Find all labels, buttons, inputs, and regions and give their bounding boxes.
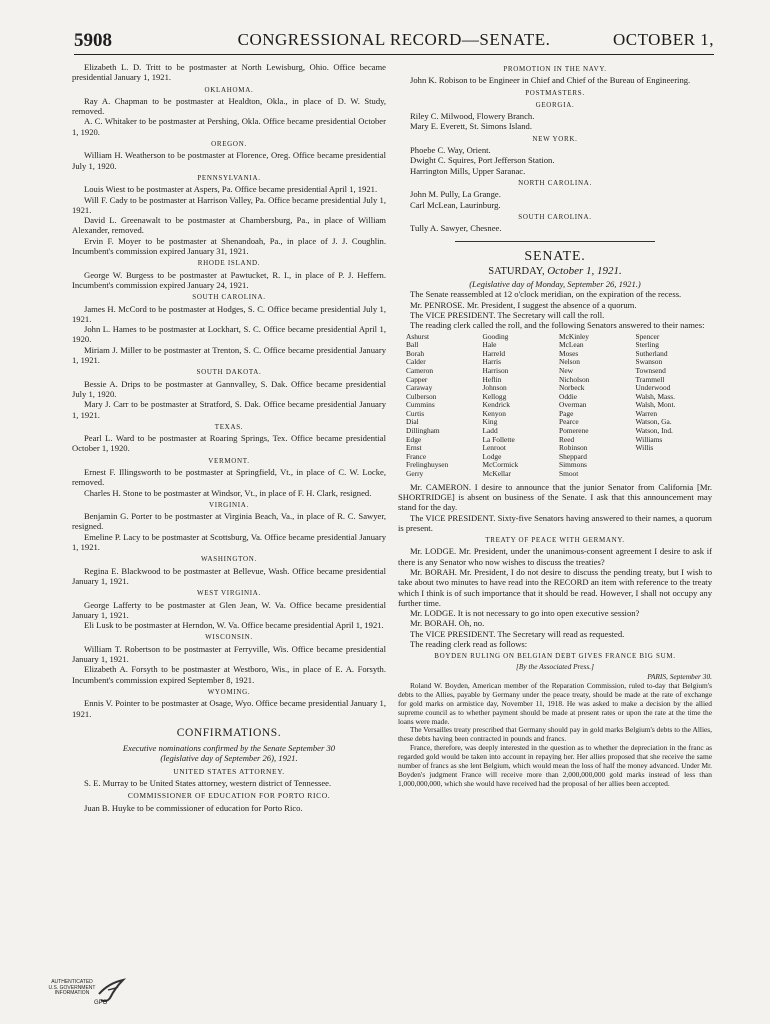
- paragraph: John K. Robison to be Engineer in Chief and Chief of the Bureau of Engineering.: [410, 75, 691, 86]
- senate-heading: SENATE.: [524, 249, 586, 265]
- senator-name: Ladd: [482, 426, 498, 436]
- paragraph: Phoebe C. Way, Orient.: [410, 145, 491, 156]
- paragraph: Charles H. Stone to be postmaster at Windsor, Vt., in place of F. H. Clark, resigned.: [84, 487, 372, 498]
- roll-call-list: [406, 333, 712, 479]
- senator-name: Calder: [406, 357, 426, 367]
- paragraph: William T. Robertson to be postmaster at Ferryville, Wis. Office became presidential January 1, 1921.: [72, 643, 386, 665]
- page-number: 5908: [74, 30, 112, 51]
- senator-name: Page: [559, 408, 574, 418]
- senator-name: King: [482, 417, 498, 427]
- paragraph: The VICE PRESIDENT. The Secretary will call the roll.: [410, 309, 605, 320]
- right-column: [398, 62, 712, 789]
- article-paragraph: France, therefore, was deeply interested in the question as to whether the depreciation in the franc as regarded gold would be taken into account in repaying her. Her allies proposed that she receive the same number of francs as she lent Belgium, which would mean the loss of half the money advanced. Under Mr. Boyden's judgment France will receive more than 2,000,000,000 gold marks instead of less than 1,000,000,000, which she would have received had the proposal of her allies been accepted.: [398, 743, 712, 788]
- senator-name: Robinson: [559, 443, 588, 453]
- senator-name: Gerry: [406, 469, 424, 479]
- paragraph: Miriam J. Miller to be postmaster at Trenton, S. C. Office became presidential January 1, 1921.: [72, 344, 386, 366]
- senator-name: Walsh, Mont.: [635, 400, 676, 410]
- paragraph: Tully A. Sawyer, Chesnee.: [410, 223, 502, 234]
- legislative-day: (Legislative day of Monday, September 26, 1921.): [469, 279, 641, 290]
- senator-name: New: [559, 365, 573, 375]
- senator-name: Warren: [635, 408, 658, 418]
- state-heading: OKLAHOMA.: [204, 85, 254, 94]
- senator-name: Sheppard: [559, 451, 587, 461]
- senator-name: Lodge: [482, 451, 502, 461]
- paragraph: Mr. LODGE. It is not necessary to go into open executive session?: [410, 608, 640, 619]
- senator-name: Oddie: [559, 391, 578, 401]
- state-heading: GEORGIA.: [535, 100, 575, 109]
- senator-name: Sterling: [635, 340, 659, 350]
- header-date: OCTOBER 1,: [612, 30, 714, 49]
- authentication-text: [44, 980, 100, 997]
- paragraph: William H. Weatherson to be postmaster at Florence, Oreg. Office became presidential July 1, 1920.: [72, 150, 386, 171]
- senator-name: McLean: [559, 340, 584, 350]
- senate-date: [398, 266, 712, 277]
- senator-name: Heflin: [482, 374, 502, 384]
- section-heading: PROMOTION IN THE NAVY.: [503, 65, 607, 73]
- senator-name: Trammell: [635, 374, 665, 384]
- state-heading: SOUTH DAKOTA.: [196, 368, 262, 377]
- paragraph: The VICE PRESIDENT. Sixty-five Senators having answered to their names, a quorum is present.: [398, 512, 712, 533]
- state-heading: PENNSYLVANIA.: [197, 173, 261, 182]
- subsection-heading: COMMISSIONER OF EDUCATION FOR PORTO RICO.: [127, 791, 331, 801]
- senator-name: Hale: [482, 340, 497, 350]
- paragraph: Juan B. Huyke to be commissioner of education for Porto Rico.: [84, 802, 303, 813]
- paragraph: George Lafferty to be postmaster at Glen Jean, W. Va. Office became presidential January 1, 1921.: [72, 599, 386, 620]
- senator-name: Johnson: [482, 383, 507, 393]
- senator-name: Kendrick: [482, 400, 510, 410]
- senator-name: Reed: [559, 434, 575, 444]
- article-paragraph: Roland W. Boyden, American member of the Reparation Commission, ruled to-day that Belgium's debts to the Allies, payable by Germany under the peace treaty, should be made at the rate of exchange for gold marks on armistice day, November 11, 1918. He was asked to make a decision by the allied supreme council as to whether payment should be made at present rates or upon the rate at the time the loans were made.: [398, 680, 712, 726]
- senator-name: Spencer: [635, 331, 660, 341]
- senator-name: Edge: [406, 434, 422, 444]
- senator-name: Culberson: [406, 391, 437, 401]
- section-heading: TREATY OF PEACE WITH GERMANY.: [485, 536, 625, 545]
- paragraph: Ray A. Chapman to be postmaster at Healdton, Okla., in place of D. W. Study, removed.: [72, 95, 386, 117]
- paragraph: Ervin F. Moyer to be postmaster at Shenandoah, Pa., in place of J. J. Coughlin. Incumbent's commission expired January 31, 1921.: [72, 235, 386, 257]
- paragraph: S. E. Murray to be United States attorney, western district of Tennessee.: [84, 778, 332, 788]
- divider: [455, 241, 655, 242]
- paragraph: Pearl L. Ward to be postmaster at Roaring Springs, Tex. Office became presidential October 1, 1920.: [72, 433, 386, 454]
- paragraph: Benjamin G. Porter to be postmaster at Virginia Beach, Va., in place of R. C. Sawyer, resigned.: [72, 511, 386, 532]
- paragraph: A. C. Whitaker to be postmaster at Pershing, Okla. Office became presidential October 1, 1920.: [72, 116, 386, 137]
- senator-name: Swanson: [635, 357, 663, 367]
- paragraph: Riley C. Milwood, Flowery Branch.: [410, 111, 535, 122]
- senator-name: Nicholson: [559, 374, 590, 384]
- paragraph: Mr. LODGE. Mr. President, under the unanimous-consent agreement I desire to ask if there is any Senator who now wishes to discuss the treaties?: [398, 546, 712, 567]
- paragraph: Bessie A. Drips to be postmaster at Gannvalley, S. Dak. Office became presidential July 1, 1920.: [72, 378, 386, 399]
- senator-name: Lenroot: [482, 443, 506, 453]
- paragraph: Mr. BORAH. Oh, no.: [410, 618, 485, 629]
- paragraph: The reading clerk called the roll, and the following Senators answered to their names:: [410, 320, 705, 331]
- publication-title: CONGRESSIONAL RECORD—SENATE.: [237, 30, 551, 49]
- paragraph: George W. Burgess to be postmaster at Pawtucket, R. I., in place of P. J. Heffern. Incumbent's commission expired January 24, 1921.: [72, 269, 386, 290]
- state-heading: WISCONSIN.: [205, 633, 253, 642]
- senator-name: Capper: [406, 374, 428, 384]
- senator-name: Pomerene: [559, 426, 589, 436]
- senator-name: Harreld: [482, 348, 506, 358]
- senator-name: Ball: [406, 340, 419, 350]
- gpo-label: GPO: [94, 1000, 108, 1006]
- subsection-heading: UNITED STATES ATTORNEY.: [173, 766, 285, 776]
- senator-name: La Follette: [482, 434, 515, 444]
- state-heading: VERMONT.: [208, 456, 250, 465]
- paragraph: Elizabeth L. D. Tritt to be postmaster at North Lewisburg, Ohio. Office became presidential January 1, 1921.: [72, 62, 386, 83]
- senator-name: Borah: [406, 348, 425, 358]
- paragraph: Mr. BORAH. Mr. President, I do not desire to discuss the pending treaty, but I wish to take about two minutes to have read into the RECORD an item with reference to the treaty which I think is of such importance that it should be read. However, I shall not occupy any further time.: [398, 567, 712, 608]
- paragraph: Eli Lusk to be postmaster at Herndon, W. Va. Office became presidential April 1, 1921.: [84, 620, 384, 631]
- section-heading: POSTMASTERS.: [525, 88, 585, 97]
- senator-name: France: [406, 451, 427, 461]
- auth-line: AUTHENTICATED: [51, 979, 93, 985]
- auth-line: INFORMATION: [54, 990, 90, 997]
- state-heading: WASHINGTON.: [201, 555, 257, 564]
- senator-name: McCormick: [482, 460, 519, 470]
- gpo-authentication-logo: [44, 976, 124, 1012]
- paragraph: The reading clerk read as follows:: [410, 639, 528, 650]
- paragraph: The VICE PRESIDENT. The Secretary will read as requested.: [410, 628, 625, 639]
- senator-name: McKellar: [482, 469, 511, 479]
- auth-line: U.S. GOVERNMENT: [48, 984, 96, 991]
- paragraph: Harrington Mills, Upper Saranac.: [410, 165, 526, 176]
- state-heading: NEW YORK.: [532, 134, 578, 143]
- state-heading: SOUTH CAROLINA.: [518, 212, 592, 221]
- senator-name: [636, 453, 713, 462]
- state-heading: WEST VIRGINIA.: [197, 589, 261, 598]
- state-heading: VIRGINIA.: [209, 500, 249, 509]
- senator-name: Townsend: [635, 365, 666, 375]
- senator-name: Dillingham: [406, 426, 440, 436]
- article-byline: [By the Associated Press.]: [515, 661, 594, 671]
- senator-name: Moses: [559, 348, 579, 358]
- senator-name: Willis: [635, 443, 654, 453]
- senator-name: Gooding: [482, 331, 509, 341]
- state-heading: OREGON.: [211, 140, 247, 149]
- paragraph: Carl McLean, Laurinburg.: [410, 199, 501, 210]
- confirmations-subtitle: (legislative day of September 26), 1921.: [160, 753, 298, 764]
- senator-name: Smoot: [559, 469, 579, 479]
- article-paragraph: The Versailles treaty prescribed that Germany should pay in gold marks Belgium's debts to the Allies, these debts having been contracted in pounds and francs.: [398, 725, 712, 744]
- paragraph: James H. McCord to be postmaster at Hodges, S. C. Office became presidential July 1, 1921.: [72, 303, 386, 324]
- date-text: October 1, 1921.: [547, 264, 622, 277]
- senator-name: Harris: [482, 357, 501, 367]
- state-heading: WYOMING.: [207, 687, 251, 696]
- senator-name: Cameron: [406, 365, 434, 375]
- senator-name: Norbeck: [559, 383, 585, 393]
- senator-name: Curtis: [406, 408, 425, 418]
- confirmations-subtitle: Executive nominations confirmed by the Senate September 30: [122, 743, 336, 754]
- state-heading: TEXAS.: [214, 422, 244, 431]
- senator-name: Caraway: [406, 383, 433, 393]
- state-heading: NORTH CAROLINA.: [518, 178, 592, 187]
- state-heading: SOUTH CAROLINA.: [192, 293, 266, 302]
- paragraph: Ennis V. Pointer to be postmaster at Osage, Wyo. Office became presidential January 1, 1921.: [72, 698, 386, 719]
- section-heading: CONFIRMATIONS.: [176, 726, 282, 739]
- senator-name: Pearce: [559, 417, 579, 427]
- paragraph: Regina E. Blackwood to be postmaster at Bellevue, Wash. Office became presidential January 1, 1921.: [72, 565, 386, 586]
- day-label: SATURDAY,: [488, 265, 545, 277]
- paragraph: John L. Hames to be postmaster at Lockhart, S. C. Office became presidential April 1, 1920.: [72, 324, 386, 345]
- paragraph: Will F. Cady to be postmaster at Harrison Valley, Pa. Office became presidential July 1, 1921.: [72, 194, 386, 215]
- senator-name: Watson, Ga.: [635, 417, 672, 427]
- senator-name: Kellogg: [482, 391, 507, 401]
- senator-name: Sutherland: [635, 348, 668, 358]
- paragraph: Elizabeth A. Forsyth to be postmaster at Westboro, Wis., in place of E. A. Forsyth. Incumbent's commission expired September 8, 1921.: [72, 664, 386, 685]
- paragraph: David L. Greenawalt to be postmaster at Chambersburg, Pa., in place of William Alexander, removed.: [72, 215, 386, 236]
- senator-name: McKinley: [559, 331, 589, 341]
- paragraph: Mary J. Carr to be postmaster at Stratford, S. Dak. Office became presidential January 1, 1921.: [72, 399, 386, 420]
- paragraph: Ernest F. Illingsworth to be postmaster at Springfield, Vt., in place of C. W. Locke, removed.: [72, 466, 386, 488]
- senator-name: Nelson: [559, 357, 580, 367]
- senator-name: Dial: [406, 417, 419, 427]
- senator-name: [636, 470, 713, 479]
- senator-name: Simmons: [559, 460, 587, 470]
- paragraph: Mr. PENROSE. Mr. President, I suggest the absence of a quorum.: [410, 299, 637, 310]
- senator-name: Overman: [559, 400, 587, 410]
- senator-name: Ernst: [406, 443, 422, 453]
- senator-name: Underwood: [635, 383, 671, 393]
- paragraph: Louis Wiest to be postmaster at Aspers, Pa. Office became presidential April 1, 1921.: [84, 184, 378, 195]
- senator-name: Walsh, Mass.: [635, 391, 675, 401]
- paragraph: Dwight C. Squires, Port Jefferson Station.: [410, 155, 555, 166]
- paragraph: Mr. CAMERON. I desire to announce that the junior Senator from California [Mr. SHORTRIDGE] is absent on business of the Senate. I ask that this announcement may stand for the day.: [398, 481, 712, 513]
- senator-name: [636, 461, 713, 470]
- paragraph: Emeline P. Lacy to be postmaster at Scottsburg, Va. Office became presidential January 1, 1921.: [72, 531, 386, 553]
- senator-name: Cummins: [406, 400, 435, 410]
- paragraph: John M. Pully, La Grange.: [410, 189, 501, 200]
- senator-name: Williams: [635, 434, 663, 444]
- paragraph: Mary E. Everett, St. Simons Island.: [410, 121, 532, 132]
- senator-name: Ashurst: [406, 331, 429, 341]
- paragraph: The Senate reassembled at 12 o'clock meridian, on the expiration of the recess.: [410, 289, 682, 300]
- senator-name: Kenyon: [482, 408, 506, 418]
- page-header: [74, 28, 714, 55]
- senator-name: Frelinghuysen: [406, 460, 449, 470]
- state-heading: RHODE ISLAND.: [197, 259, 261, 268]
- senator-name: Watson, Ind.: [635, 426, 673, 436]
- senator-name: Harrison: [482, 365, 509, 375]
- article-headline: BOYDEN RULING ON BELGIAN DEBT GIVES FRANCE BIG SUM.: [434, 652, 676, 661]
- article-dateline: PARIS, September 30.: [647, 671, 712, 681]
- left-column: [72, 62, 386, 813]
